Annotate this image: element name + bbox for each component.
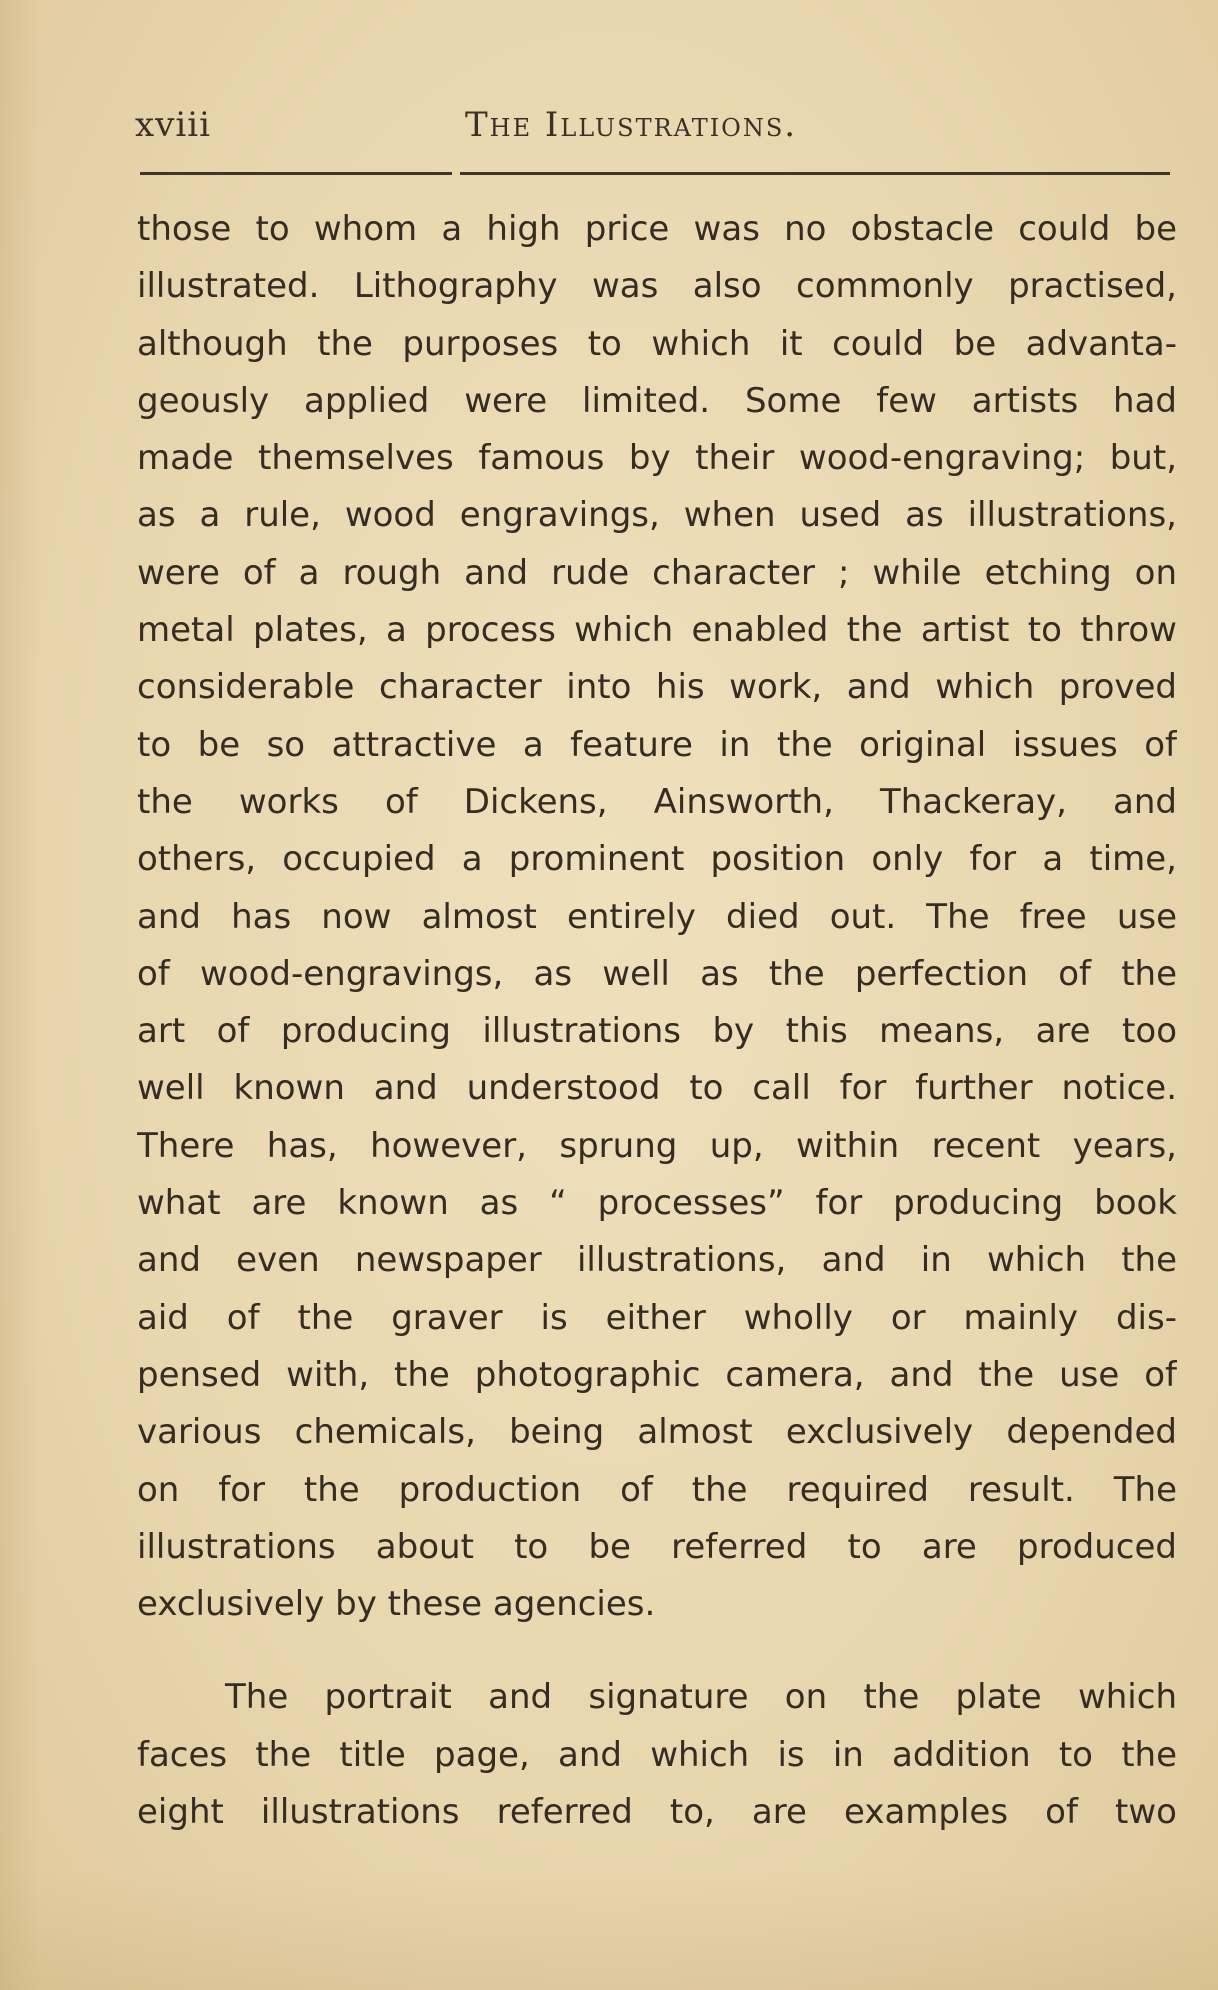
page-number: xviii	[135, 105, 212, 145]
text-line: metal plates, a process which enabled the artist to throw	[137, 610, 1177, 651]
text-line: although the purposes to which it could be advanta-	[137, 323, 1177, 364]
text-line: exclusively by these agencies.	[137, 1584, 656, 1625]
text-line: of wood-engravings, as well as the perfection of the	[137, 953, 1177, 994]
text-line: well known and understood to call for further notice.	[137, 1068, 1177, 1109]
page-bottom-shadow	[0, 1870, 1218, 1990]
text-line: art of producing illustrations by this means, are too	[137, 1011, 1177, 1052]
text-line: to be so attractive a feature in the original issues of	[137, 724, 1177, 765]
text-line: the works of Dickens, Ainsworth, Thackeray, and	[137, 781, 1177, 822]
text-line: faces the title page, and which is in addition to the	[137, 1734, 1177, 1775]
text-line: various chemicals, being almost exclusively depended	[137, 1412, 1177, 1453]
header-rule	[140, 172, 1170, 175]
paragraph-break	[137, 1633, 1177, 1669]
text-line: as a rule, wood engravings, when used as illustrations,	[137, 495, 1177, 536]
text-line: The portrait and signature on the plate which	[225, 1677, 1177, 1718]
text-line: what are known as “ processes” for producing book	[137, 1183, 1177, 1224]
text-line: made themselves famous by their wood-engraving; but,	[137, 438, 1177, 479]
text-line: illustrations about to be referred to are produced	[137, 1526, 1177, 1567]
body-text	[137, 201, 1177, 1841]
text-line: were of a rough and rude character ; while etching on	[137, 552, 1177, 593]
text-line: those to whom a high price was no obstacle could be	[137, 209, 1177, 249]
text-line: illustrated. Lithography was also commonly practised,	[137, 266, 1177, 307]
text-line: aid of the graver is either wholly or mainly dis-	[137, 1297, 1177, 1338]
text-line: There has, however, sprung up, within recent years,	[137, 1125, 1177, 1166]
text-line: and even newspaper illustrations, and in which the	[137, 1240, 1177, 1281]
text-line: on for the production of the required result. The	[137, 1469, 1177, 1510]
text-line: and has now almost entirely died out. The free use	[137, 896, 1177, 937]
page-edge-shadow	[0, 0, 40, 1990]
text-line: considerable character into his work, and which proved	[137, 667, 1177, 708]
running-title: The Illustrations.	[465, 105, 798, 145]
text-line: geously applied were limited. Some few artists had	[137, 380, 1177, 421]
header-rule-break	[452, 171, 460, 176]
page-header	[135, 105, 1170, 165]
text-line: eight illustrations referred to, are examples of two	[137, 1792, 1177, 1833]
text-line: pensed with, the photographic camera, and the use of	[137, 1354, 1177, 1395]
text-line: others, occupied a prominent position only for a time,	[137, 839, 1177, 880]
